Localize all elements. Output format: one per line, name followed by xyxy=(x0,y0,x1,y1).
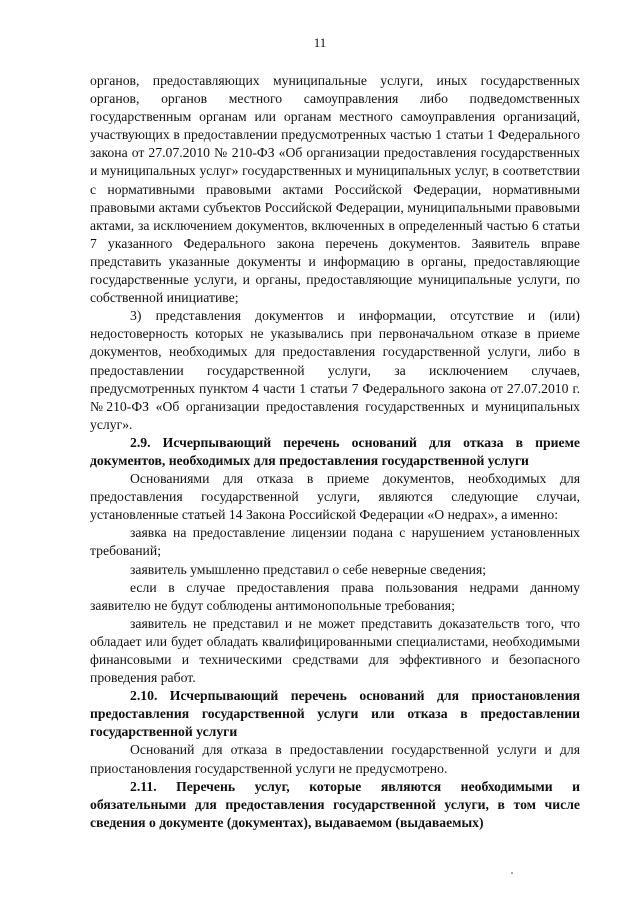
document-body xyxy=(90,72,580,832)
paragraph-ground-4: заявитель не представил и не может представить доказательств того, что обладает или будет обладать квалифицированными специалистами, необходимыми финансовыми и техническими средствами для эффективного и безопасного проведения работ. xyxy=(90,615,580,686)
section-heading-2-11: 2.11. Перечень услуг, которые являются необходимыми и обязательными для предоставления государственной услуги, в том числе сведения о документе (документах), выдаваемом (выдаваемых) xyxy=(90,778,580,830)
section-heading-2-10: 2.10. Исчерпывающий перечень оснований для приостановления предоставления государственной услуги или отказа в предоставлении государственной услуги xyxy=(90,688,580,740)
paragraph-refusal-grounds: Основаниями для отказа в приеме документов, необходимых для предоставления государственной услуги, являются следующие случаи, установленные статьей 14 Закона Российской Федерации «О недрах», а именно: xyxy=(90,471,580,523)
paragraph-ground-3: если в случае предоставления права пользования недрами данному заявителю не будут соблюдены антимонопольные требования; xyxy=(90,579,580,613)
paragraph-ground-1: заявка на предоставление лицензии подана с нарушением установленных требований; xyxy=(90,525,580,559)
page-number: 11 xyxy=(313,35,327,50)
scan-mark xyxy=(511,872,513,874)
paragraph-ground-2: заявитель умышленно представил о себе неверные сведения; xyxy=(130,561,487,577)
section-heading-2-9: 2.9. Исчерпывающий перечень оснований для отказа в приеме документов, необходимых для предоставления государственной услуги xyxy=(90,434,580,468)
paragraph-item-3: 3) представления документов и информации, отсутствие и (или) недостоверность которых не указывались при первоначальном отказе в приеме документов, необходимых для предоставления государственной услуги, либо в предоставлении государственной услуги, за исключением случаев, предусмотренных пунктом 4 части 1 статьи 7 Федерального закона от 27.07.2010 г. №210-ФЗ «Об организации предоставления государственных и муниципальных услуг». xyxy=(90,308,580,432)
paragraph-continuation: органов, предоставляющих муниципальные услуги, иных государственных органов, органов местного самоуправления либо подведомственных государственным органам или органам местного самоуправления организаций, участвующих в предоставлении предусмотренных частью 1 статьи 1 Федерального закона от 27.07.2010 № 210-ФЗ «Об организации предоставления государственных и муниципальных услуг» государственных и муниципальных услуг, в соответствии с нормативными правовыми актами Российской Федерации, нормативными правовыми актами субъектов Российской Федерации, муниципальными правовыми актами, за исключением документов, включенных в определенный частью 6 статьи 7 указанного Федерального закона перечень документов. Заявитель вправе представить указанные документы и информацию в органы, предоставляющие государственные услуги, и органы, предоставляющие муниципальные услуги, по собственной инициативе; xyxy=(90,73,580,306)
paragraph-no-grounds: Оснований для отказа в предоставлении государственной услуги и для приостановления государственной услуги не предусмотрено. xyxy=(90,742,580,776)
